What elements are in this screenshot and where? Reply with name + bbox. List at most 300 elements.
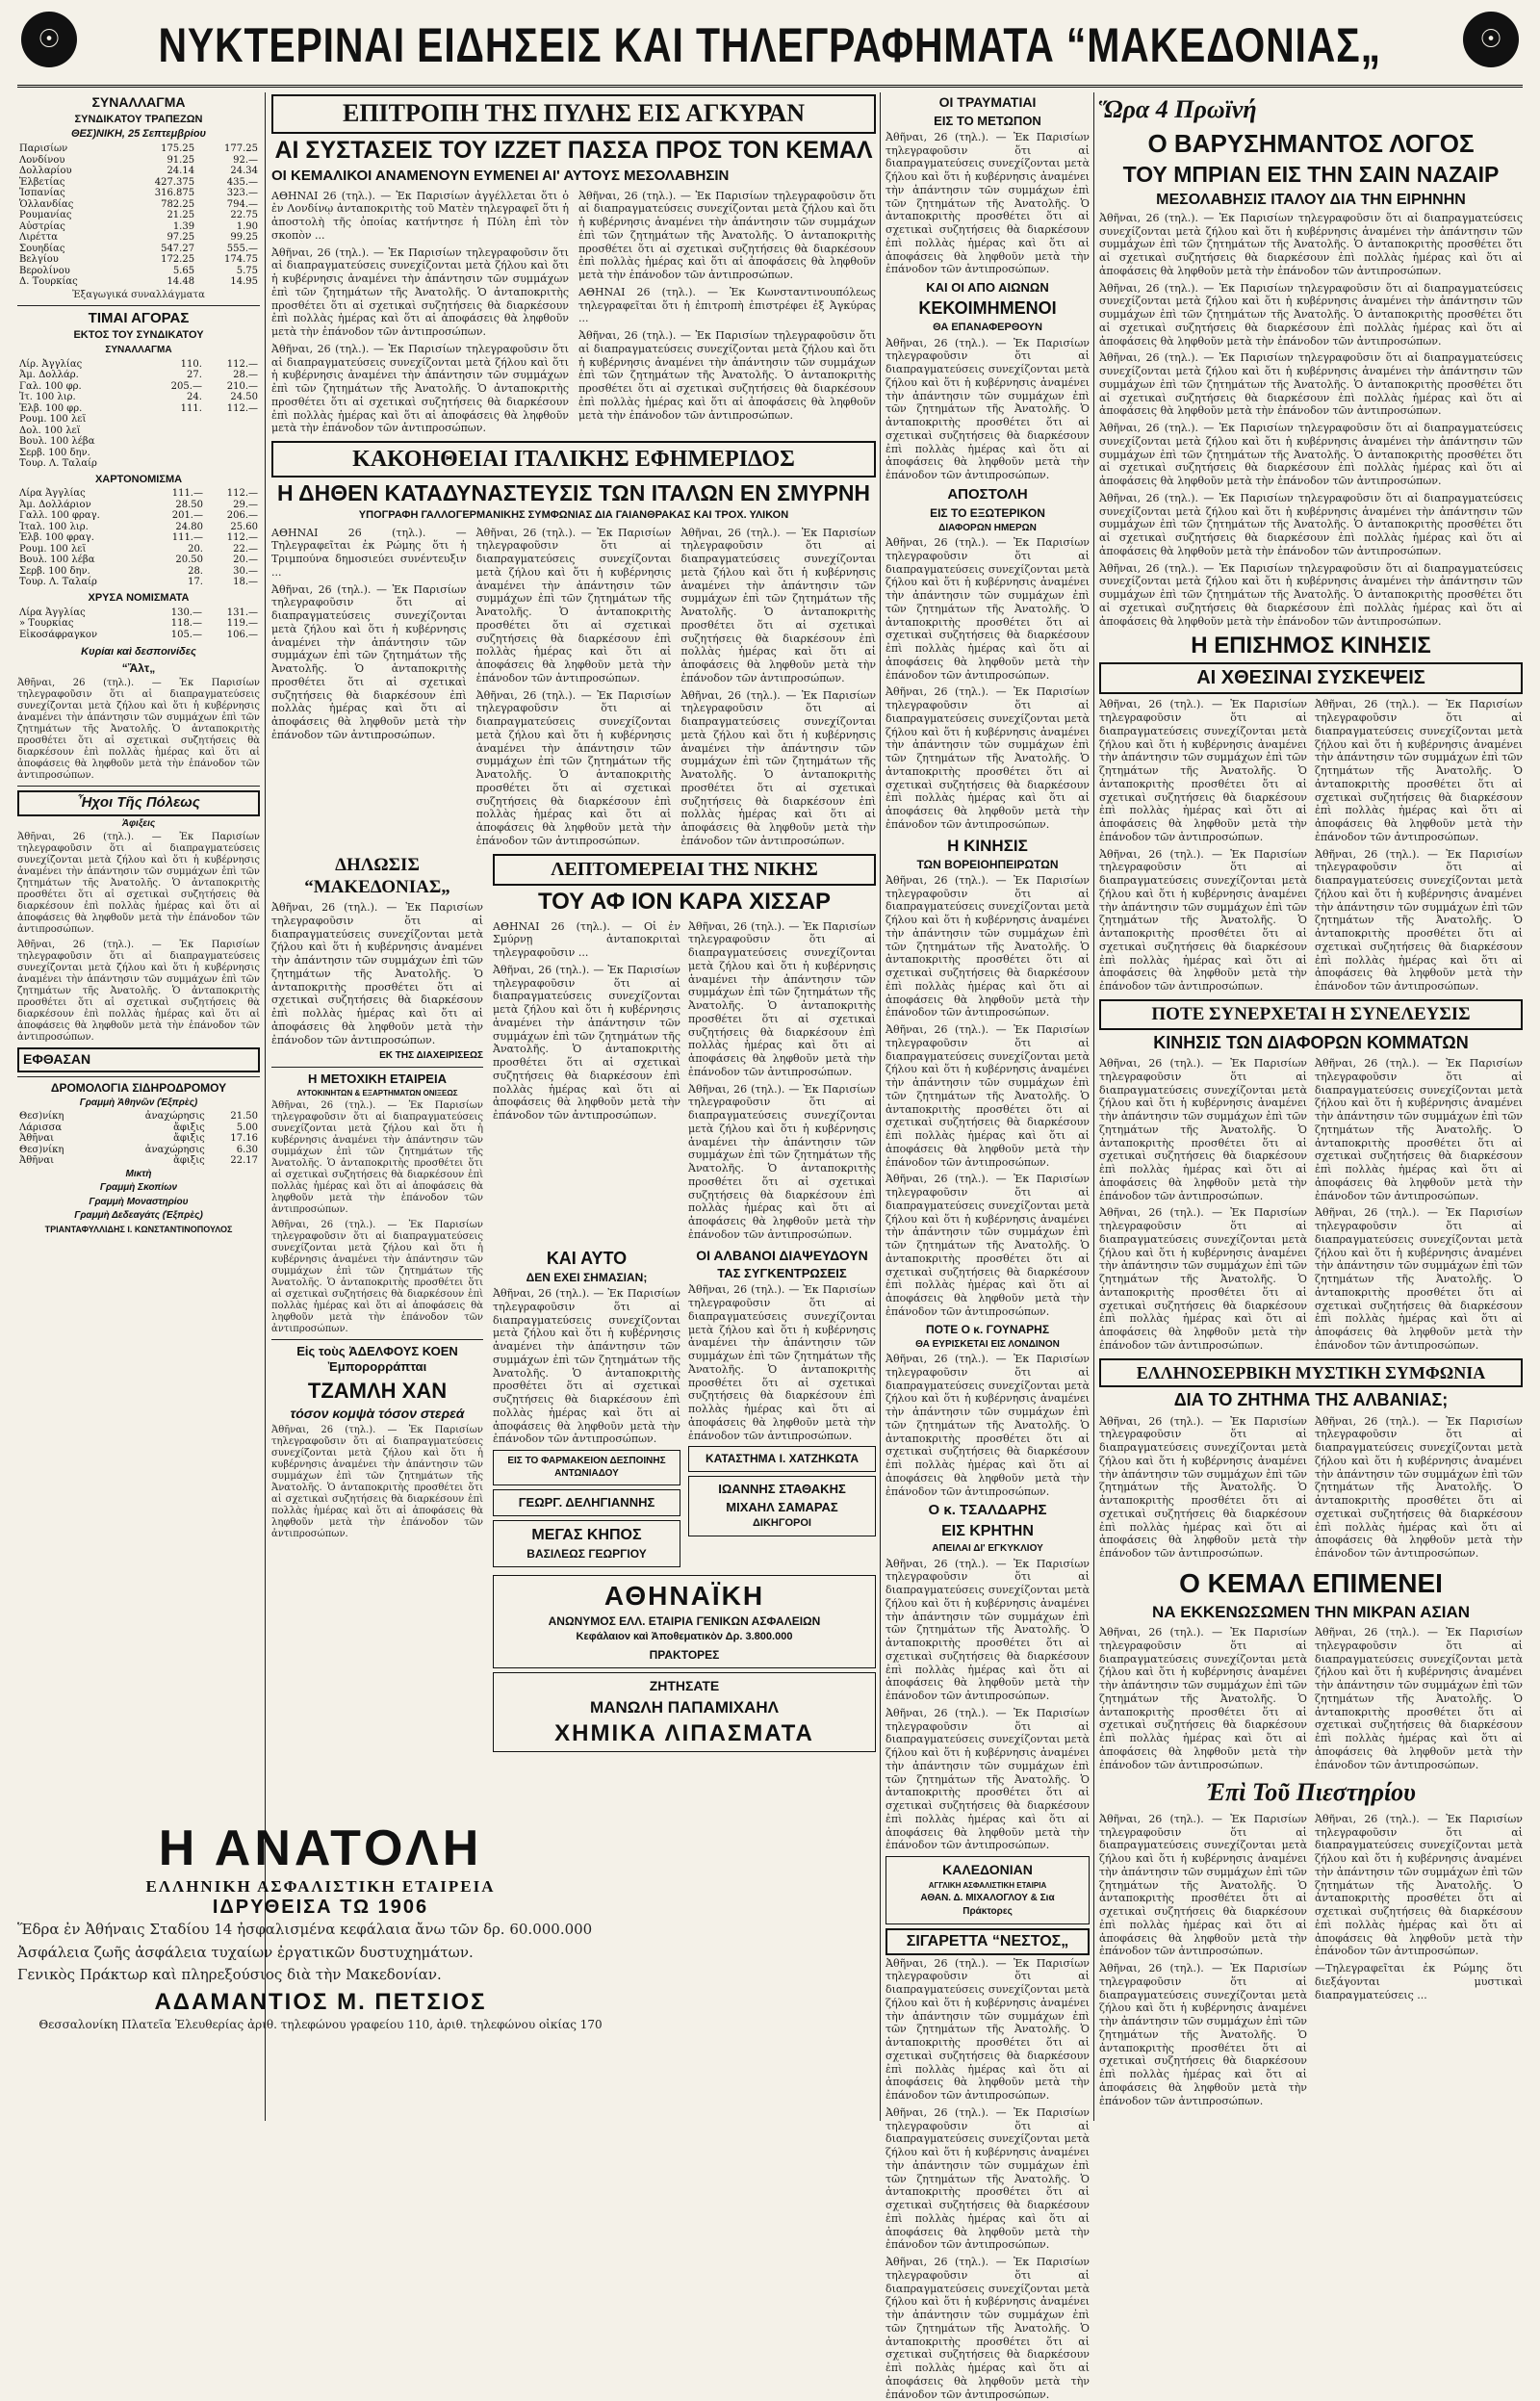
headline: ΑΠΟΣΤΟΛΗ (947, 485, 1028, 503)
article-text: Ἀθῆναι, 26 (τηλ.). — Ἐκ Παρισίων τηλεγραφοῦσιν ὅτι αἱ διαπραγματεύσεις συνεχίζονται μετὰ ζήλου καὶ ὅτι ἡ κυβέρνησις ἀναμένει τὴν ἀπάντησιν τῶν συμμάχων ἐπὶ τῶν ζητημάτων τῆς Ἀνατολῆς. Ὁ ἀνταποκριτὴς προσθέτει ὅτι αἱ σχετικαὶ συζητήσεις θὰ διαρκέσουν ἐπὶ πολλὰς ἡμέρας καὶ ὅτι αἱ ἀποφάσεις θὰ ληφθοῦν μετὰ τὴν ἐπάνοδον τῶν ἀντιπροσώπων. (1099, 211, 1523, 277)
pharmacy-ad: ΕΙΣ ΤΟ ΦΑΡΜΑΚΕΙΟΝ ΔΕΣΠΟΙΝΗΣ ΑΝΤΩΝΙΑΔΟΥ (493, 1450, 680, 1485)
headline: ΠΟΤΕ Ο κ. ΓΟΥΝΑΡΗΣ (925, 1322, 1050, 1336)
headline: ΠΟΤΕ ΣΥΝΕΡΧΕΤΑΙ Η ΣΥΝΕΛΕΥΣΙΣ (1099, 999, 1523, 1030)
table-cell: 106.— (226, 629, 258, 640)
table-cell: 175.25 (161, 143, 195, 154)
table-row (17, 577, 260, 588)
column-four (1099, 92, 1523, 2121)
table-row (17, 276, 260, 288)
subheadline: ΚΙΝΗΣΙΣ ΤΩΝ ΔΙΑΦΟΡΩΝ ΚΟΜΜΑΤΩΝ (1153, 1032, 1469, 1052)
table-row (17, 359, 260, 371)
article-text: ΑΘΗΝΑΙ 26 (τηλ.). — Τηλεγραφεῖται ἐκ Ρώμης ὅτι ἡ Τριμπούνα δημοσιεύει συνέντευξιν ... (271, 526, 467, 579)
table-cell: 112.— (226, 358, 258, 370)
banknotes-table (17, 488, 260, 588)
company-subtitle: ΑΥΤΟΚΙΝΗΤΩΝ & ΕΞΑΡΤΗΜΑΤΩΝ ΟΝΙΞΕΩΣ (296, 1089, 458, 1097)
subheadline: ΕΙΣ ΚΡΗΤΗΝ (941, 1523, 1034, 1539)
table-cell: 794.— (226, 198, 258, 210)
table-cell: Βερολίνου (19, 265, 70, 276)
table-row (17, 522, 260, 533)
table-cell: 20.— (233, 555, 258, 566)
table-cell: Δολ. 100 λεϊ (19, 425, 81, 436)
table-cell: 24.80 (175, 521, 203, 532)
article-text: Ἀθῆναι, 26 (τηλ.). — Ἐκ Παρισίων τηλεγραφοῦσιν ὅτι αἱ διαπραγματεύσεις συνεχίζονται μετὰ ζήλου καὶ ὅτι ἡ κυβέρνησις ἀναμένει τὴν ἀπάντησιν τῶν συμμάχων ἐπὶ τῶν ζητημάτων τῆς Ἀνατολῆς. Ὁ ἀνταποκριτὴς προσθέτει ὅτι αἱ σχετικαὶ συζητήσεις θὰ διαρκέσουν ἐπὶ πολλὰς ἡμέρας καὶ ὅτι αἱ ἀποφάσεις θὰ ληφθοῦν μετὰ τὴν ἐπάνοδον τῶν ἀντιπροσώπων. (578, 329, 876, 422)
table-cell: 20. (188, 543, 203, 555)
column-rule (880, 92, 881, 2121)
table-cell: Γαλ. 100 φρ. (19, 380, 82, 392)
table-row (17, 210, 260, 221)
table-row (17, 414, 260, 426)
subheadline: ΑΠΕΙΛΑΙ ΔΙ' ΕΓΚΥΚΛΙΟΥ (932, 1543, 1043, 1554)
echoes-text: Ἀθῆναι, 26 (τηλ.). — Ἐκ Παρισίων τηλεγραφοῦσιν ὅτι αἱ διαπραγματεύσεις συνεχίζονται μετὰ ζήλου καὶ ὅτι ἡ κυβέρνησις ἀναμένει τὴν ἀπάντησιν τῶν συμμάχων ἐπὶ τῶν ζητημάτων τῆς Ἀνατολῆς. Ὁ ἀνταποκριτὴς προσθέτει ὅτι αἱ σχετικαὶ συζητήσεις θὰ διαρκέσουν ἐπὶ πολλὰς ἡμέρας καὶ ὅτι αἱ ἀποφάσεις θὰ ληφθοῦν μετὰ τὴν ἐπάνοδον τῶν ἀντιπροσώπων. (17, 832, 260, 935)
table-cell: 555.— (226, 243, 258, 254)
headline: ΛΕΠΤΟΜΕΡΕΙΑΙ ΤΗΣ ΝΙΚΗΣ (493, 854, 876, 886)
article-text: Ἀθῆναι, 26 (τηλ.). — Ἐκ Παρισίων τηλεγραφοῦσιν ὅτι αἱ διαπραγματεύσεις συνεχίζονται μετὰ ζήλου καὶ ὅτι ἡ κυβέρνησις ἀναμένει τὴν ἀπάντησιν τῶν συμμάχων ἐπὶ τῶν ζητημάτων τῆς Ἀνατολῆς. Ὁ ἀνταποκριτὴς προσθέτει ὅτι αἱ σχετικαὶ συζητήσεις θὰ διαρκέσουν ἐπὶ πολλὰς ἡμέρας καὶ ὅτι αἱ ἀποφάσεις θὰ ληφθοῦν μετὰ τὴν ἐπάνοδον τῶν ἀντιπροσώπων. (271, 1424, 483, 1539)
anatoli-line: Ἕδρα ἐν Ἀθήναις Σταδίου 14 ἠσφαλισμένα κεφάλαια ἄνω τῶν δρ. 60.000.000 (17, 1921, 593, 1938)
banknotes-title: ΧΑΡΤΟΝΟΜΙΣΜΑ (94, 473, 183, 485)
koen-ad: Εἰς τοὺς ἈΔΕΛΦΟΥΣ ΚΟΕΝ Ἐμπορορράπται (296, 1344, 458, 1375)
article-text: Ἀθῆναι, 26 (τηλ.). — Ἐκ Παρισίων τηλεγραφοῦσιν ὅτι αἱ διαπραγματεύσεις συνεχίζονται μετὰ ζήλου καὶ ὅτι ἡ κυβέρνησις ἀναμένει τὴν ἀπάντησιν τῶν συμμάχων ἐπὶ τῶν ζητημάτων τῆς Ἀνατολῆς. Ὁ ἀνταποκριτὴς προσθέτει ὅτι αἱ σχετικαὶ συζητήσεις θὰ διαρκέσουν ἐπὶ πολλὰς ἡμέρας καὶ ὅτι αἱ ἀποφάσεις θὰ ληφθοῦν μετὰ τὴν ἐπάνοδον τῶν ἀντιπροσώπων. (688, 1082, 876, 1241)
headline: ΟΙ ΑΛΒΑΝΟΙ ΔΙΑΨΕΥΔΟΥΝ (696, 1247, 868, 1263)
article-text: Ἀθῆναι, 26 (τηλ.). — Ἐκ Παρισίων τηλεγραφοῦσιν ὅτι αἱ διαπραγματεύσεις συνεχίζονται μετὰ ζήλου καὶ ὅτι ἡ κυβέρνησις ἀναμένει τὴν ἀπάντησιν τῶν συμμάχων ἐπὶ τῶν ζητημάτων τῆς Ἀνατολῆς. Ὁ ἀνταποκριτὴς προσθέτει ὅτι αἱ σχετικαὶ συζητήσεις θὰ διαρκέσουν ἐπὶ πολλὰς ἡμέρας καὶ ὅτι αἱ ἀποφάσεις θὰ ληφθοῦν μετὰ τὴν ἐπάνοδον τῶν ἀντιπροσώπων. (1099, 422, 1523, 487)
table-cell: 27. (187, 370, 202, 380)
table-row (17, 555, 260, 566)
rail-title: ΔΡΟΜΟΛΟΓΙΑ ΣΙΔΗΡΟΔΡΟΜΟΥ (50, 1080, 227, 1095)
column-markets (17, 92, 260, 1826)
table-row (17, 458, 260, 470)
table-cell: 782.25 (161, 198, 195, 210)
katastima-ad: ΚΑΤΑΣΤΗΜΑ Ι. ΧΑΤΖΗΚΩΤΑ (688, 1446, 876, 1472)
notice-text: Ἀθῆναι, 26 (τηλ.). — Ἐκ Παρισίων τηλεγραφοῦσιν ὅτι αἱ διαπραγματεύσεις συνεχίζονται μετὰ ζήλου καὶ ὅτι ἡ κυβέρνησις ἀναμένει τὴν ἀπάντησιν τῶν συμμάχων ἐπὶ τῶν ζητημάτων τῆς Ἀνατολῆς. Ὁ ἀνταποκριτὴς προσθέτει ὅτι αἱ σχετικαὶ συζητήσεις θὰ διαρκέσουν ἐπὶ πολλὰς ἡμέρας καὶ ὅτι αἱ ἀποφάσεις θὰ ληφθοῦν μετὰ τὴν ἐπάνοδον τῶν ἀντιπροσώπων. (17, 677, 260, 781)
article-text: Ἀθῆναι, 26 (τηλ.). — Ἐκ Παρισίων τηλεγραφοῦσιν ὅτι αἱ διαπραγματεύσεις συνεχίζονται μετὰ ζήλου καὶ ὅτι ἡ κυβέρνησις ἀναμένει τὴν ἀπάντησιν τῶν συμμάχων ἐπὶ τῶν ζητημάτων τῆς Ἀνατολῆς. Ὁ ἀνταποκριτὴς προσθέτει ὅτι αἱ σχετικαὶ συζητήσεις θὰ διαρκέσουν ἐπὶ πολλὰς ἡμέρας καὶ ὅτι αἱ ἀποφάσεις θὰ ληφθοῦν μετὰ τὴν ἐπάνοδον τῶν ἀντιπροσώπων. (1099, 1206, 1307, 1352)
table-row (17, 448, 260, 459)
table-cell (148, 414, 204, 426)
article-text: Ἀθῆναι, 26 (τηλ.). — Ἐκ Παρισίων τηλεγραφοῦσιν ὅτι αἱ διαπραγματεύσεις συνεχίζονται μετὰ ζήλου καὶ ὅτι ἡ κυβέρνησις ἀναμένει τὴν ἀπάντησιν τῶν συμμάχων ἐπὶ τῶν ζητημάτων τῆς Ἀνατολῆς. Ὁ ἀνταποκριτὴς προσθέτει ὅτι αἱ σχετικαὶ συζητήσεις θὰ διαρκέσουν ἐπὶ πολλὰς ἡμέρας καὶ ὅτι αἱ ἀποφάσεις θὰ ληφθοῦν μετὰ τὴν ἐπάνοδον τῶν ἀντιπροσώπων. (886, 685, 1090, 831)
table-cell: Ἀθῆναι (19, 1133, 54, 1144)
rail-subtitle: Γραμμὴ Μοναστηρίου (89, 1196, 189, 1207)
table-cell: 92.— (233, 154, 258, 166)
table-row (17, 436, 260, 448)
table-cell: 24.50 (230, 392, 258, 402)
article-text: Ἀθῆναι, 26 (τηλ.). — Ἐκ Παρισίων τηλεγραφοῦσιν ὅτι αἱ διαπραγματεύσεις συνεχίζονται μετὰ ζήλου καὶ ὅτι ἡ κυβέρνησις ἀναμένει τὴν ἀπάντησιν τῶν συμμάχων ἐπὶ τῶν ζητημάτων τῆς Ἀνατολῆς. Ὁ ἀνταποκριτὴς προσθέτει ὅτι αἱ σχετικαὶ συζητήσεις θὰ διαρκέσουν ἐπὶ πολλὰς ἡμέρας καὶ ὅτι αἱ ἀποφάσεις θὰ ληφθοῦν μετὰ τὴν ἐπάνοδον τῶν ἀντιπροσώπων. (271, 1100, 483, 1215)
anatoli-line: Γενικὸς Πράκτωρ καὶ πληρεξούσιος διὰ τὴν Μακεδονίαν. (17, 1966, 442, 1983)
table-cell: 111.— (171, 488, 203, 500)
article-text: Ἀθῆναι, 26 (τηλ.). — Ἐκ Παρισίων τηλεγραφοῦσιν ὅτι αἱ διαπραγματεύσεις συνεχίζονται μετὰ ζήλου καὶ ὅτι ἡ κυβέρνησις ἀναμένει τὴν ἀπάντησιν τῶν συμμάχων ἐπὶ τῶν ζητημάτων τῆς Ἀνατολῆς. Ὁ ἀνταποκριτὴς προσθέτει ὅτι αἱ σχετικαὶ συζητήσεις θὰ διαρκέσουν ἐπὶ πολλὰς ἡμέρας καὶ ὅτι αἱ ἀποφάσεις θὰ ληφθοῦν μετὰ τὴν ἐπάνοδον τῶν ἀντιπροσώπων. (1315, 1812, 1523, 1958)
table-cell: 17.16 (230, 1133, 258, 1144)
table-cell: Λιρέττα (19, 232, 59, 243)
table-cell: 316.875 (154, 188, 195, 198)
article-text: Ἀθῆναι, 26 (τηλ.). — Ἐκ Παρισίων τηλεγραφοῦσιν ὅτι αἱ διαπραγματεύσεις συνεχίζονται μετὰ ζήλου καὶ ὅτι ἡ κυβέρνησις ἀναμένει τὴν ἀπάντησιν τῶν συμμάχων ἐπὶ τῶν ζητημάτων τῆς Ἀνατολῆς. Ὁ ἀνταποκριτὴς προσθέτει ὅτι αἱ σχετικαὶ συζητήσεις θὰ διαρκέσουν ἐπὶ πολλὰς ἡμέρας καὶ ὅτι αἱ ἀποφάσεις θὰ ληφθοῦν μετὰ τὴν ἐπάνοδον τῶν ἀντιπροσώπων. (1315, 1414, 1523, 1560)
table-row (17, 630, 260, 641)
table-row (17, 244, 260, 255)
table-cell: Σερβ. 100 δην. (19, 565, 90, 577)
article-text: Ἀθῆναι, 26 (τηλ.). — Ἐκ Παρισίων τηλεγραφοῦσιν ὅτι αἱ διαπραγματεύσεις συνεχίζονται μετὰ ζήλου καὶ ὅτι ἡ κυβέρνησις ἀναμένει τὴν ἀπάντησιν τῶν συμμάχων ἐπὶ τῶν ζητημάτων τῆς Ἀνατολῆς. Ὁ ἀνταποκριτὴς προσθέτει ὅτι αἱ σχετικαὶ συζητήσεις θὰ διαρκέσουν ἐπὶ πολλὰς ἡμέρας καὶ ὅτι αἱ ἀποφάσεις θὰ ληφθοῦν μετὰ τὴν ἐπάνοδον τῶν ἀντιπροσώπων. (1099, 281, 1523, 348)
column-rule (1093, 92, 1094, 2121)
table-row (17, 618, 260, 630)
declaration-title: ΔΗΛΩΣΙΣ “ΜΑΚΕΔΟΝΙΑΣ„ (304, 854, 450, 898)
anatoli-title: Η ΑΝΑΤΟΛΗ (158, 1820, 483, 1876)
table-row (17, 544, 260, 555)
article-text: Ἀθῆναι, 26 (τηλ.). — Ἐκ Παρισίων τηλεγραφοῦσιν ὅτι αἱ διαπραγματεύσεις συνεχίζονται μετὰ ζήλου καὶ ὅτι ἡ κυβέρνησις ἀναμένει τὴν ἀπάντησιν τῶν συμμάχων ἐπὶ τῶν ζητημάτων τῆς Ἀνατολῆς. Ὁ ἀνταποκριτὴς προσθέτει ὅτι αἱ σχετικαὶ συζητήσεις θὰ διαρκέσουν ἐπὶ πολλὰς ἡμέρας καὶ ὅτι αἱ ἀποφάσεις θὰ ληφθοῦν μετὰ τὴν ἐπάνοδον τῶν ἀντιπροσώπων. (886, 1173, 1090, 1318)
headline: Η ΕΠΙΣΗΜΟΣ ΚΙΝΗΣΙΣ (1191, 633, 1431, 659)
table-row (17, 232, 260, 244)
market-table (17, 359, 260, 470)
anatoli-agent: ΑΔΑΜΑΝΤΙΟΣ Μ. ΠΕΤΣΙΟΣ (154, 1988, 487, 2015)
article-text: Ἀθῆναι, 26 (τηλ.). — Ἐκ Παρισίων τηλεγραφοῦσιν ὅτι αἱ διαπραγματεύσεις συνεχίζονται μετὰ ζήλου καὶ ὅτι ἡ κυβέρνησις ἀναμένει τὴν ἀπάντησιν τῶν συμμάχων ἐπὶ τῶν ζητημάτων τῆς Ἀνατολῆς. Ὁ ἀνταποκριτὴς προσθέτει ὅτι αἱ σχετικαὶ συζητήσεις θὰ διαρκέσουν ἐπὶ πολλὰς ἡμέρας καὶ ὅτι αἱ ἀποφάσεις θὰ ληφθοῦν μετὰ τὴν ἐπάνοδον τῶν ἀντιπροσώπων. (1099, 1414, 1307, 1560)
table-cell: 110. (180, 358, 202, 370)
table-cell: Λονδίνου (19, 154, 65, 166)
article-text: Ἀθῆναι, 26 (τηλ.). — Ἐκ Παρισίων τηλεγραφοῦσιν ὅτι αἱ διαπραγματεύσεις συνεχίζονται μετὰ ζήλου καὶ ὅτι ἡ κυβέρνησις ἀναμένει τὴν ἀπάντησιν τῶν συμμάχων ἐπὶ τῶν ζητημάτων τῆς Ἀνατολῆς. Ὁ ἀνταποκριτὴς προσθέτει ὅτι αἱ σχετικαὶ συζητήσεις θὰ διαρκέσουν ἐπὶ πολλὰς ἡμέρας καὶ ὅτι αἱ ἀποφάσεις θὰ ληφθοῦν μετὰ τὴν ἐπάνοδον τῶν ἀντιπροσώπων. (271, 245, 569, 338)
article-text: Ἀθῆναι, 26 (τηλ.). — Ἐκ Παρισίων τηλεγραφοῦσιν ὅτι αἱ διαπραγματεύσεις συνεχίζονται μετὰ ζήλου καὶ ὅτι ἡ κυβέρνησις ἀναμένει τὴν ἀπάντησιν τῶν συμμάχων ἐπὶ τῶν ζητημάτων τῆς Ἀνατολῆς. Ὁ ἀνταποκριτὴς προσθέτει ὅτι αἱ σχετικαὶ συζητήσεις θὰ διαρκέσουν ἐπὶ πολλὰς ἡμέρας καὶ ὅτι αἱ ἀποφάσεις θὰ ληφθοῦν μετὰ τὴν ἐπάνοδον τῶν ἀντιπροσώπων. (886, 2256, 1090, 2401)
table-cell: 112.— (226, 402, 258, 414)
table-row (17, 188, 260, 199)
headline: ΑΙ ΣΥΣΤΑΣΕΙΣ ΤΟΥ ΙΖΖΕΤ ΠΑΣΣΑ ΠΡΟΣ ΤΟΝ ΚΕΜΑΛ (274, 136, 873, 164)
headline: Ἐπὶ Τοῦ Πιεστηρίου (1206, 1778, 1416, 1807)
article-text: Ἀθῆναι, 26 (τηλ.). — Ἐκ Παρισίων τηλεγραφοῦσιν ὅτι αἱ διαπραγματεύσεις συνεχίζονται μετὰ ζήλου καὶ ὅτι ἡ κυβέρνησις ἀναμένει τὴν ἀπάντησιν τῶν συμμάχων ἐπὶ τῶν ζητημάτων τῆς Ἀνατολῆς. Ὁ ἀνταποκριτὴς προσθέτει ὅτι αἱ σχετικαὶ συζητήσεις θὰ διαρκέσουν ἐπὶ πολλὰς ἡμέρας καὶ ὅτι αἱ ἀποφάσεις θὰ ληφθοῦν μετὰ τὴν ἐπάνοδον τῶν ἀντιπροσώπων. (886, 1706, 1090, 1852)
table-cell (204, 458, 260, 470)
subheadline: ΤΩΝ ΒΟΡΕΙΟΗΠΕΙΡΩΤΩΝ (916, 857, 1059, 871)
table-cell (148, 448, 204, 459)
article-text: Ἀθῆναι, 26 (τηλ.). — Ἐκ Παρισίων τηλεγραφοῦσιν ὅτι αἱ διαπραγματεύσεις συνεχίζονται μετὰ ζήλου καὶ ὅτι ἡ κυβέρνησις ἀναμένει τὴν ἀπάντησιν τῶν συμμάχων ἐπὶ τῶν ζητημάτων τῆς Ἀνατολῆς. Ὁ ἀνταποκριτὴς προσθέτει ὅτι αἱ σχετικαὶ συζητήσεις θὰ διαρκέσουν ἐπὶ πολλὰς ἡμέρας καὶ ὅτι αἱ ἀποφάσεις θὰ ληφθοῦν μετὰ τὴν ἐπάνοδον τῶν ἀντιπροσώπων. (493, 963, 680, 1122)
table-cell: Λάρισσα (19, 1122, 63, 1133)
gold-title: ΧΡΥΣΑ ΝΟΜΙΣΜΑΤΑ (88, 591, 190, 604)
table-cell (148, 436, 204, 448)
table-row (17, 500, 260, 511)
subheadline: ΔΕΝ ΕΧΕΙ ΣΗΜΑΣΙΑΝ; (526, 1271, 648, 1284)
article-text: Ἀθῆναι, 26 (τηλ.). — Ἐκ Παρισίων τηλεγραφοῦσιν ὅτι αἱ διαπραγματεύσεις συνεχίζονται μετὰ ζήλου καὶ ὅτι ἡ κυβέρνησις ἀναμένει τὴν ἀπάντησιν τῶν συμμάχων ἐπὶ τῶν ζητημάτων τῆς Ἀνατολῆς. Ὁ ἀνταποκριτὴς προσθέτει ὅτι αἱ σχετικαὶ συζητήσεις θὰ διαρκέσουν ἐπὶ πολλὰς ἡμέρας καὶ ὅτι αἱ ἀποφάσεις θὰ ληφθοῦν μετὰ τὴν ἐπάνοδον τῶν ἀντιπροσώπων. (578, 189, 876, 281)
table-row (17, 1123, 260, 1134)
table-cell: 28. (188, 565, 203, 577)
table-cell: 97.25 (167, 232, 195, 243)
table-cell: Βελγίου (19, 254, 59, 265)
article-text: ΑΘΗΝΑΙ 26 (τηλ.). — Ἐκ Κωνσταντινουπόλεως τηλεγραφεῖται ὅτι ἡ ἐπιτροπὴ ἐπιστρέφει ἐξ Ἀγκύρας ... (578, 285, 876, 325)
headline: ΕΛΛΗΝΟΣΕΡΒΙΚΗ ΜΥΣΤΙΚΗ ΣΥΜΦΩΝΙΑ (1099, 1358, 1523, 1388)
kaledonian-ad: ΚΑΛΕΔΟΝΙΑΝ ΑΓΓΛΙΚΗ ΑΣΦΑΛΙΣΤΙΚΗ ΕΤΑΙΡΙΑ ΑΘΑΝ. Δ. ΜΙΧΑΛΟΓΛΟΥ & Σια Πράκτορες (886, 1856, 1090, 1924)
bottom-ad: ΤΡΙΑΝΤΑΦΥΛΛΙΔΗΣ Ι. ΚΩΝΣΤΑΝΤΙΝΟΠΟΥΛΟΣ (44, 1224, 233, 1234)
table-cell: 427.375 (154, 176, 195, 188)
table-cell: 91.25 (167, 154, 195, 166)
table-cell: 547.27 (161, 243, 195, 254)
table-row (17, 1133, 260, 1145)
table-cell: 1.90 (236, 220, 258, 232)
edition-time: Ὥρα 4 Πρωϊνή (1099, 95, 1257, 123)
table-cell (204, 436, 260, 448)
rail-subtitle: Γραμμὴ Δεδεαγάτς (Ἐξπρὲς) (74, 1210, 203, 1221)
subheadline: ΤΑΣ ΣΥΓΚΕΝΤΡΩΣΕΙΣ (717, 1266, 847, 1280)
table-cell: 174.75 (224, 254, 258, 265)
table-cell: Λίρα Ἀγγλίας (19, 607, 86, 618)
masthead (17, 6, 1523, 88)
table-cell (204, 426, 260, 437)
table-cell: 22.75 (230, 210, 258, 220)
table-cell: 435.— (226, 176, 258, 188)
table-cell: 22.— (233, 543, 258, 555)
table-cell: Ἰταλ. 100 λιρ. (19, 521, 89, 532)
anatoli-line: Ἀσφάλεια ζωῆς ἀσφάλεια τυχαίων ἐργατικῶν δυστυχημάτων. (17, 1943, 474, 1961)
article-text: Ἀθῆναι, 26 (τηλ.). — Ἐκ Παρισίων τηλεγραφοῦσιν ὅτι αἱ διαπραγματεύσεις συνεχίζονται μετὰ ζήλου καὶ ὅτι ἡ κυβέρνησις ἀναμένει τὴν ἀπάντησιν τῶν συμμάχων ἐπὶ τῶν ζητημάτων τῆς Ἀνατολῆς. Ὁ ἀνταποκριτὴς προσθέτει ὅτι αἱ σχετικαὶ συζητήσεις θὰ διαρκέσουν ἐπὶ πολλὰς ἡμέρας καὶ ὅτι αἱ ἀποφάσεις θὰ ληφθοῦν μετὰ τὴν ἐπάνοδον τῶν ἀντιπροσώπων. (1099, 1812, 1307, 1958)
rail-table (17, 1111, 260, 1167)
table-cell: 206.— (226, 510, 258, 522)
article-text: Ἀθῆναι, 26 (τηλ.). — Ἐκ Παρισίων τηλεγραφοῦσιν ὅτι αἱ διαπραγματεύσεις συνεχίζονται μετὰ ζήλου καὶ ὅτι ἡ κυβέρνησις ἀναμένει τὴν ἀπάντησιν τῶν συμμάχων ἐπὶ τῶν ζητημάτων τῆς Ἀνατολῆς. Ὁ ἀνταποκριτὴς προσθέτει ὅτι αἱ σχετικαὶ συζητήσεις θὰ διαρκέσουν ἐπὶ πολλὰς ἡμέρας καὶ ὅτι αἱ ἀποφάσεις θὰ ληφθοῦν μετὰ τὴν ἐπάνοδον τῶν ἀντιπροσώπων. (886, 1353, 1090, 1498)
exchange-date: ΘΕΣ)ΝΙΚΗ, 25 Σεπτεμβρίου (70, 128, 207, 141)
table-row (17, 488, 260, 500)
article-text: Ἀθῆναι, 26 (τηλ.). — Ἐκ Παρισίων τηλεγραφοῦσιν ὅτι αἱ διαπραγματεύσεις συνεχίζονται μετὰ ζήλου καὶ ὅτι ἡ κυβέρνησις ἀναμένει τὴν ἀπάντησιν τῶν συμμάχων ἐπὶ τῶν ζητημάτων τῆς Ἀνατολῆς. Ὁ ἀνταποκριτὴς προσθέτει ὅτι αἱ σχετικαὶ συζητήσεις θὰ διαρκέσουν ἐπὶ πολλὰς ἡμέρας καὶ ὅτι αἱ ἀποφάσεις θὰ ληφθοῦν μετὰ τὴν ἐπάνοδον τῶν ἀντιπροσώπων. (688, 1283, 876, 1442)
table-row (17, 221, 260, 233)
table-cell: 22.17 (230, 1155, 258, 1166)
rail-subtitle: Μικτὴ (125, 1168, 152, 1179)
table-cell: 30.— (233, 565, 258, 577)
market-subtitle: ΕΚΤΟΣ ΤΟΥ ΣΥΝΔΙΚΑΤΟΥ (73, 329, 204, 342)
article-text: Ἀθῆναι, 26 (τηλ.). — Ἐκ Παρισίων τηλεγραφοῦσιν ὅτι αἱ διαπραγματεύσεις συνεχίζονται μετὰ ζήλου καὶ ὅτι ἡ κυβέρνησις ἀναμένει τὴν ἀπάντησιν τῶν συμμάχων ἐπὶ τῶν ζητημάτων τῆς Ἀνατολῆς. Ὁ ἀνταποκριτὴς προσθέτει ὅτι αἱ σχετικαὶ συζητήσεις θὰ διαρκέσουν ἐπὶ πολλὰς ἡμέρας καὶ ὅτι αἱ ἀποφάσεις θὰ ληφθοῦν μετὰ τὴν ἐπάνοδον τῶν ἀντιπροσώπων. (475, 526, 672, 684)
table-cell: ἄφιξις (173, 1133, 205, 1144)
table-cell: 119.— (226, 618, 258, 629)
subheadline: ΜΕΣΟΛΑΒΗΣΙΣ ΙΤΑΛΟΥ ΔΙΑ ΤΗΝ ΕΙΡΗΝΗΝ (1156, 191, 1466, 208)
table-cell: 131.— (226, 607, 258, 618)
article-text: ΑΘΗΝΑΙ 26 (τηλ.). — Ἐκ Παρισίων ἀγγέλλεται ὅτι ὁ ἐν Λονδίνῳ ἀνταποκριτὴς τοῦ Ματὲν τηλεγραφεῖ ὅτι ἡ ἀποστολὴ τῆς ὁποίας κατήντησε ἡ Πύλη ἐπὶ τὸν σκοπὸν ... (271, 189, 569, 242)
table-cell: 112.— (226, 532, 258, 544)
article-text: Ἀθῆναι, 26 (τηλ.). — Ἐκ Παρισίων τηλεγραφοῦσιν ὅτι αἱ διαπραγματεύσεις συνεχίζονται μετὰ ζήλου καὶ ὅτι ἡ κυβέρνησις ἀναμένει τὴν ἀπάντησιν τῶν συμμάχων ἐπὶ τῶν ζητημάτων τῆς Ἀνατολῆς. Ὁ ἀνταποκριτὴς προσθέτει ὅτι αἱ σχετικαὶ συζητήσεις θὰ διαρκέσουν ἐπὶ πολλὰς ἡμέρας καὶ ὅτι αἱ ἀποφάσεις θὰ ληφθοῦν μετὰ τὴν ἐπάνοδον τῶν ἀντιπροσώπων. (1315, 1626, 1523, 1771)
anatoli-founded: ΙΔΡΥΘΕΙΣΑ ΤΩ 1906 (212, 1897, 429, 1918)
article-text: Ἀθῆναι, 26 (τηλ.). — Ἐκ Παρισίων τηλεγραφοῦσιν ὅτι αἱ διαπραγματεύσεις συνεχίζονται μετὰ ζήλου καὶ ὅτι ἡ κυβέρνησις ἀναμένει τὴν ἀπάντησιν τῶν συμμάχων ἐπὶ τῶν ζητημάτων τῆς Ἀνατολῆς. Ὁ ἀνταποκριτὴς προσθέτει ὅτι αἱ σχετικαὶ συζητήσεις θὰ διαρκέσουν ἐπὶ πολλὰς ἡμέρας καὶ ὅτι αἱ ἀποφάσεις θὰ ληφθοῦν μετὰ τὴν ἐπάνοδον τῶν ἀντιπροσώπων. (1099, 491, 1523, 557)
table-row (17, 1111, 260, 1123)
echoes-text: Ἀθῆναι, 26 (τηλ.). — Ἐκ Παρισίων τηλεγραφοῦσιν ὅτι αἱ διαπραγματεύσεις συνεχίζονται μετὰ ζήλου καὶ ὅτι ἡ κυβέρνησις ἀναμένει τὴν ἀπάντησιν τῶν συμμάχων ἐπὶ τῶν ζητημάτων τῆς Ἀνατολῆς. Ὁ ἀνταποκριτὴς προσθέτει ὅτι αἱ σχετικαὶ συζητήσεις θὰ διαρκέσουν ἐπὶ πολλὰς ἡμέρας καὶ ὅτι αἱ ἀποφάσεις θὰ ληφθοῦν μετὰ τὴν ἐπάνοδον τῶν ἀντιπροσώπων. (17, 940, 260, 1043)
table-cell: 118.— (170, 618, 202, 629)
article-text: Ἀθῆναι, 26 (τηλ.). — Ἐκ Παρισίων τηλεγραφοῦσιν ὅτι αἱ διαπραγματεύσεις συνεχίζονται μετὰ ζήλου καὶ ὅτι ἡ κυβέρνησις ἀναμένει τὴν ἀπάντησιν τῶν συμμάχων ἐπὶ τῶν ζητημάτων τῆς Ἀνατολῆς. Ὁ ἀνταποκριτὴς προσθέτει ὅτι αἱ σχετικαὶ συζητήσεις θὰ διαρκέσουν ἐπὶ πολλὰς ἡμέρας καὶ ὅτι αἱ ἀποφάσεις θὰ ληφθοῦν μετὰ τὴν ἐπάνοδον τῶν ἀντιπροσώπων. (1315, 1057, 1523, 1202)
rates-note: Ἐξαγωγικά συναλλάγματα (72, 289, 205, 300)
table-cell: ἀναχώρησις (144, 1111, 205, 1122)
subheadline: ΟΙ ΚΕΜΑΛΙΚΟΙ ΑΝΑΜΕΝΟΥΝ ΕΥΜΕΝΕΙ ΑΙ' ΑΥΤΟΥΣ ΜΕΣΟΛΑΒΗΣΙΝ (271, 167, 730, 184)
article-text: Ἀθῆναι, 26 (τηλ.). — Ἐκ Παρισίων τηλεγραφοῦσιν ὅτι αἱ διαπραγματεύσεις συνεχίζονται μετὰ ζήλου καὶ ὅτι ἡ κυβέρνησις ἀναμένει τὴν ἀπάντησιν τῶν συμμάχων ἐπὶ τῶν ζητημάτων τῆς Ἀνατολῆς. Ὁ ἀνταποκριτὴς προσθέτει ὅτι αἱ σχετικαὶ συζητήσεις θὰ διαρκέσουν ἐπὶ πολλὰς ἡμέρας καὶ ὅτι αἱ ἀποφάσεις θὰ ληφθοῦν μετὰ τὴν ἐπάνοδον τῶν ἀντιπροσώπων. (886, 873, 1090, 1020)
table-cell: Λίρα Ἀγγλίας (19, 488, 86, 500)
table-row (17, 177, 260, 189)
article-text: Ἀθῆναι, 26 (τηλ.). — Ἐκ Παρισίων τηλεγραφοῦσιν ὅτι αἱ διαπραγματεύσεις συνεχίζονται μετὰ ζήλου καὶ ὅτι ἡ κυβέρνησις ἀναμένει τὴν ἀπάντησιν τῶν συμμάχων ἐπὶ τῶν ζητημάτων τῆς Ἀνατολῆς. Ὁ ἀνταποκριτὴς προσθέτει ὅτι αἱ σχετικαὶ συζητήσεις θὰ διαρκέσουν ἐπὶ πολλὰς ἡμέρας καὶ ὅτι αἱ ἀποφάσεις θὰ ληφθοῦν μετὰ τὴν ἐπάνοδον τῶν ἀντιπροσώπων. (1099, 351, 1523, 418)
table-row (17, 254, 260, 266)
headline: ΚΑΙ ΑΥΤΟ (546, 1248, 628, 1268)
article-text: Ἀθῆναι, 26 (τηλ.). — Ἐκ Παρισίων τηλεγραφοῦσιν ὅτι αἱ διαπραγματεύσεις συνεχίζονται μετὰ ζήλου καὶ ὅτι ἡ κυβέρνησις ἀναμένει τὴν ἀπάντησιν τῶν συμμάχων ἐπὶ τῶν ζητημάτων τῆς Ἀνατολῆς. Ὁ ἀνταποκριτὴς προσθέτει ὅτι αἱ σχετικαὶ συζητήσεις θὰ διαρκέσουν ἐπὶ πολλὰς ἡμέρας καὶ ὅτι αἱ ἀποφάσεις θὰ ληφθοῦν μετὰ τὴν ἐπάνοδον τῶν ἀντιπροσώπων. (886, 1023, 1090, 1169)
subheadline: ΔΙΑΦΟΡΩΝ ΗΜΕΡΩΝ (938, 522, 1037, 533)
subheadline: ΕΙΣ ΤΟ ΜΕΤΩΠΟΝ (934, 113, 1041, 128)
table-cell: Τουρ. Λ. Ταλαίρ (19, 458, 97, 469)
table-cell: 1.39 (172, 220, 195, 232)
table-row (17, 532, 260, 544)
table-cell: Ρουμ. 100 λεϊ (19, 414, 87, 425)
table-cell: 112.— (226, 488, 258, 500)
article-text: Ἀθῆναι, 26 (τηλ.). — Ἐκ Παρισίων τηλεγραφοῦσιν ὅτι αἱ διαπραγματεύσεις συνεχίζονται μετὰ ζήλου καὶ ὅτι ἡ κυβέρνησις ἀναμένει τὴν ἀπάντησιν τῶν συμμάχων ἐπὶ τῶν ζητημάτων τῆς Ἀνατολῆς. Ὁ ἀνταποκριτὴς προσθέτει ὅτι αἱ σχετικαὶ συζητήσεις θὰ διαρκέσουν ἐπὶ πολλὰς ἡμέρας καὶ ὅτι αἱ ἀποφάσεις θὰ ληφθοῦν μετὰ τὴν ἐπάνοδον τῶν ἀντιπροσώπων. (1315, 1206, 1523, 1352)
headline: ΤΟΥ ΜΠΡΙΑΝ ΕΙΣ ΤΗΝ ΣΑΙΝ ΝΑΖΑΙΡ (1122, 162, 1500, 187)
table-row (17, 166, 260, 177)
table-row (17, 155, 260, 167)
table-cell: 105.— (170, 629, 202, 640)
company-title: Η ΜΕΤΟΧΙΚΗ ΕΤΑΙΡΕΙΑ (308, 1071, 447, 1086)
article-text: Ἀθῆναι, 26 (τηλ.). — Ἐκ Παρισίων τηλεγραφοῦσιν ὅτι αἱ διαπραγματεύσεις συνεχίζονται μετὰ ζήλου καὶ ὅτι ἡ κυβέρνησις ἀναμένει τὴν ἀπάντησιν τῶν συμμάχων ἐπὶ τῶν ζητημάτων τῆς Ἀνατολῆς. Ὁ ἀνταποκριτὴς προσθέτει ὅτι αἱ σχετικαὶ συζητήσεις θὰ διαρκέσουν ἐπὶ πολλὰς ἡμέρας καὶ ὅτι αἱ ἀποφάσεις θὰ ληφθοῦν μετὰ τὴν ἐπάνοδον τῶν ἀντιπροσώπων. (1315, 698, 1523, 843)
article-text: Ἀθῆναι, 26 (τηλ.). — Ἐκ Παρισίων τηλεγραφοῦσιν ὅτι αἱ διαπραγματεύσεις συνεχίζονται μετὰ ζήλου καὶ ὅτι ἡ κυβέρνησις ἀναμένει τὴν ἀπάντησιν τῶν συμμάχων ἐπὶ τῶν ζητημάτων τῆς Ἀνατολῆς. Ὁ ἀνταποκριτὴς προσθέτει ὅτι αἱ σχετικαὶ συζητήσεις θὰ διαρκέσουν ἐπὶ πολλὰς ἡμέρας καὶ ὅτι αἱ ἀποφάσεις θὰ ληφθοῦν μετὰ τὴν ἐπάνοδον τῶν ἀντιπροσώπων. (680, 688, 877, 847)
table-row (17, 381, 260, 393)
table-row (17, 1145, 260, 1156)
table-cell: 21.25 (167, 210, 195, 220)
table-cell: Ἑλβετίας (19, 176, 65, 188)
table-row (17, 607, 260, 619)
table-row (17, 266, 260, 277)
table-row (17, 370, 260, 381)
article-text: Ἀθῆναι, 26 (τηλ.). — Ἐκ Παρισίων τηλεγραφοῦσιν ὅτι αἱ διαπραγματεύσεις συνεχίζονται μετὰ ζήλου καὶ ὅτι ἡ κυβέρνησις ἀναμένει τὴν ἀπάντησιν τῶν συμμάχων ἐπὶ τῶν ζητημάτων τῆς Ἀνατολῆς. Ὁ ἀνταποκριτὴς προσθέτει ὅτι αἱ σχετικαὶ συζητήσεις θὰ διαρκέσουν ἐπὶ πολλὰς ἡμέρας καὶ ὅτι αἱ ἀποφάσεις θὰ ληφθοῦν μετὰ τὴν ἐπάνοδον τῶν ἀντιπροσώπων. (493, 1287, 680, 1446)
sigaretta-ad: ΣΙΓΑΡΕΤΤΑ “ΝΕΣΤΟΣ„ (886, 1928, 1090, 1955)
column-three (886, 92, 1090, 2401)
subheadline: ΑΙ ΧΘΕΣΙΝΑΙ ΣΥΣΚΕΨΕΙΣ (1099, 662, 1523, 694)
rail-subtitle: Γραμμὴ Ἀθηνῶν (Ἐξπρὲς) (79, 1097, 198, 1108)
table-cell: 24. (187, 392, 202, 402)
table-cell: 21.50 (230, 1111, 258, 1122)
table-row (17, 1155, 260, 1167)
article-text: ΑΘΗΝΑΙ 26 (τηλ.). — Οἱ ἐν Σμύρνῃ ἀνταποκριταὶ τηλεγραφοῦσιν ... (493, 919, 680, 959)
table-cell (148, 458, 204, 470)
article-text: Ἀθῆναι, 26 (τηλ.). — Ἐκ Παρισίων τηλεγραφοῦσιν ὅτι αἱ διαπραγματεύσεις συνεχίζονται μετὰ ζήλου καὶ ὅτι ἡ κυβέρνησις ἀναμένει τὴν ἀπάντησιν τῶν συμμάχων ἐπὶ τῶν ζητημάτων τῆς Ἀνατολῆς. Ὁ ἀνταποκριτὴς προσθέτει ὅτι αἱ σχετικαὶ συζητήσεις θὰ διαρκέσουν ἐπὶ πολλὰς ἡμέρας καὶ ὅτι αἱ ἀποφάσεις θὰ ληφθοῦν μετὰ τὴν ἐπάνοδον τῶν ἀντιπροσώπων. (886, 336, 1090, 481)
anatoli-subtitle: ΕΛΛΗΝΙΚΗ ΑΣΦΑΛΙΣΤΙΚΗ ΕΤΑΙΡΕΙΑ (145, 1877, 496, 1896)
table-cell: 14.95 (230, 276, 258, 287)
table-cell: Ἰσπανίας (19, 188, 65, 198)
notice-subtitle: “Ἄλτ„ (121, 660, 156, 675)
rail-subtitle: Γραμμὴ Σκοπίων (99, 1182, 178, 1193)
article-text: Ἀθῆναι, 26 (τηλ.). — Ἐκ Παρισίων τηλεγραφοῦσιν ὅτι αἱ διαπραγματεύσεις συνεχίζονται μετὰ ζήλου καὶ ὅτι ἡ κυβέρνησις ἀναμένει τὴν ἀπάντησιν τῶν συμμάχων ἐπὶ τῶν ζητημάτων τῆς Ἀνατολῆς. Ὁ ἀνταποκριτὴς προσθέτει ὅτι αἱ σχετικαὶ συζητήσεις θὰ διαρκέσουν ἐπὶ πολλὰς ἡμέρας καὶ ὅτι αἱ ἀποφάσεις θὰ ληφθοῦν μετὰ τὴν ἐπάνοδον τῶν ἀντιπροσώπων. (271, 582, 467, 741)
declaration-sign: ΕΚ ΤΗΣ ΔΙΑΧΕΙΡΙΣΕΩΣ (379, 1050, 483, 1062)
table-row (17, 426, 260, 437)
table-cell: Δ. Τουρκίας (19, 276, 78, 287)
table-cell: 28.— (233, 370, 258, 380)
article-text: Ἀθῆναι, 26 (τηλ.). — Ἐκ Παρισίων τηλεγραφοῦσιν ὅτι αἱ διαπραγματεύσεις συνεχίζονται μετὰ ζήλου καὶ ὅτι ἡ κυβέρνησις ἀναμένει τὴν ἀπάντησιν τῶν συμμάχων ἐπὶ τῶν ζητημάτων τῆς Ἀνατολῆς. Ὁ ἀνταποκριτὴς προσθέτει ὅτι αἱ σχετικαὶ συζητήσεις θὰ διαρκέσουν ἐπὶ πολλὰς ἡμέρας καὶ ὅτι αἱ ἀποφάσεις θὰ ληφθοῦν μετὰ τὴν ἐπάνοδον τῶν ἀντιπροσώπων. (1099, 1962, 1307, 2107)
article-text: Ἀθῆναι, 26 (τηλ.). — Ἐκ Παρισίων τηλεγραφοῦσιν ὅτι αἱ διαπραγματεύσεις συνεχίζονται μετὰ ζήλου καὶ ὅτι ἡ κυβέρνησις ἀναμένει τὴν ἀπάντησιν τῶν συμμάχων ἐπὶ τῶν ζητημάτων τῆς Ἀνατολῆς. Ὁ ἀνταποκριτὴς προσθέτει ὅτι αἱ σχετικαὶ συζητήσεις θὰ διαρκέσουν ἐπὶ πολλὰς ἡμέρας καὶ ὅτι αἱ ἀποφάσεις θὰ ληφθοῦν μετὰ τὴν ἐπάνοδον τῶν ἀντιπροσώπων. (475, 688, 672, 847)
subheadline: ΕΙΣ ΤΟ ΕΞΩΤΕΡΙΚΟΝ (930, 505, 1045, 520)
table-row (17, 199, 260, 211)
table-cell (148, 426, 204, 437)
table-cell: 111.— (171, 532, 203, 544)
table-cell: 5.00 (236, 1122, 258, 1133)
article-text: Ἀθῆναι, 26 (τηλ.). — Ἐκ Παρισίων τηλεγραφοῦσιν ὅτι αἱ διαπραγματεύσεις συνεχίζονται μετὰ ζήλου καὶ ὅτι ἡ κυβέρνησις ἀναμένει τὴν ἀπάντησιν τῶν συμμάχων ἐπὶ τῶν ζητημάτων τῆς Ἀνατολῆς. Ὁ ἀνταποκριτὴς προσθέτει ὅτι αἱ σχετικαὶ συζητήσεις θὰ διαρκέσουν ἐπὶ πολλὰς ἡμέρας καὶ ὅτι αἱ ἀποφάσεις θὰ ληφθοῦν μετὰ τὴν ἐπάνοδον τῶν ἀντιπροσώπων. (1315, 847, 1523, 993)
table-cell: Αὐστρίας (19, 220, 65, 232)
table-cell: Γαλλ. 100 φραγ. (19, 510, 100, 522)
table-cell: 18.— (233, 577, 258, 588)
notice-title: Κυρίαι καὶ δεσποινίδες (81, 646, 196, 658)
table-cell: Ἑλβ. 100 φραγ. (19, 532, 94, 544)
table-cell: 323.— (226, 188, 258, 198)
article-text: Ἀθῆναι, 26 (τηλ.). — Ἐκ Παρισίων τηλεγραφοῦσιν ὅτι αἱ διαπραγματεύσεις συνεχίζονται μετὰ ζήλου καὶ ὅτι ἡ κυβέρνησις ἀναμένει τὴν ἀπάντησιν τῶν συμμάχων ἐπὶ τῶν ζητημάτων τῆς Ἀνατολῆς. Ὁ ἀνταποκριτὴς προσθέτει ὅτι αἱ σχετικαὶ συζητήσεις θὰ διαρκέσουν ἐπὶ πολλὰς ἡμέρας καὶ ὅτι αἱ ἀποφάσεις θὰ ληφθοῦν μετὰ τὴν ἐπάνοδον τῶν ἀντιπροσώπων. (886, 130, 1090, 276)
table-cell: 201.— (171, 510, 203, 522)
article-text: Ἀθῆναι, 26 (τηλ.). — Ἐκ Παρισίων τηλεγραφοῦσιν ὅτι αἱ διαπραγματεύσεις συνεχίζονται μετὰ ζήλου καὶ ὅτι ἡ κυβέρνησις ἀναμένει τὴν ἀπάντησιν τῶν συμμάχων ἐπὶ τῶν ζητημάτων τῆς Ἀνατολῆς. Ὁ ἀνταποκριτὴς προσθέτει ὅτι αἱ σχετικαὶ συζητήσεις θὰ διαρκέσουν ἐπὶ πολλὰς ἡμέρας καὶ ὅτι αἱ ἀποφάσεις θὰ ληφθοῦν μετὰ τὴν ἐπάνοδον τῶν ἀντιπροσώπων. (271, 901, 483, 1046)
subheadline: ΔΙΑ ΤΟ ΖΗΤΗΜΑ ΤΗΣ ΑΛΒΑΝΙΑΣ; (1173, 1390, 1449, 1409)
table-row (17, 510, 260, 522)
table-cell: 28.50 (175, 499, 203, 510)
table-cell (204, 414, 260, 426)
market-title: ΤΙΜΑΙ ΑΓΟΡΑΣ (88, 309, 190, 326)
article-text: Ἀθῆναι, 26 (τηλ.). — Ἐκ Παρισίων τηλεγραφοῦσιν ὅτι αἱ διαπραγματεύσεις συνεχίζονται μετὰ ζήλου καὶ ὅτι ἡ κυβέρνησις ἀναμένει τὴν ἀπάντησιν τῶν συμμάχων ἐπὶ τῶν ζητημάτων τῆς Ἀνατολῆς. Ὁ ἀνταποκριτὴς προσθέτει ὅτι αἱ σχετικαὶ συζητήσεις θὰ διαρκέσουν ἐπὶ πολλὰς ἡμέρας καὶ ὅτι αἱ ἀποφάσεις θὰ ληφθοῦν μετὰ τὴν ἐπάνοδον τῶν ἀντιπροσώπων. (886, 1956, 1090, 2102)
echoes-subtitle: Ἀφιξεις (121, 817, 156, 829)
article-text: Ἀθῆναι, 26 (τηλ.). — Ἐκ Παρισίων τηλεγραφοῦσιν ὅτι αἱ διαπραγματεύσεις συνεχίζονται μετὰ ζήλου καὶ ὅτι ἡ κυβέρνησις ἀναμένει τὴν ἀπάντησιν τῶν συμμάχων ἐπὶ τῶν ζητημάτων τῆς Ἀνατολῆς. Ὁ ἀνταποκριτὴς προσθέτει ὅτι αἱ σχετικαὶ συζητήσεις θὰ διαρκέσουν ἐπὶ πολλὰς ἡμέρας καὶ ὅτι αἱ ἀποφάσεις θὰ ληφθοῦν μετὰ τὴν ἐπάνοδον τῶν ἀντιπροσώπων. (1099, 847, 1307, 993)
headline: ΤΟΥ ΑΦ ΙΟΝ ΚΑΡΑ ΧΙΣΣΑΡ (537, 888, 832, 915)
table-cell: 130.— (170, 607, 202, 618)
echoes-title: Ἦχοι Τῆς Πόλεως (17, 790, 260, 816)
table-cell: 5.65 (172, 265, 195, 276)
table-cell: » Τουρκίας (19, 618, 74, 629)
koen-tagline: τόσον κομψὰ τόσον στερεά (290, 1406, 465, 1421)
subheadline: ΘΑ ΕΠΑΝΑΦΕΡΘΟΥΝ (933, 321, 1042, 333)
article-text: Ἀθῆναι, 26 (τηλ.). — Ἐκ Παρισίων τηλεγραφοῦσιν ὅτι αἱ διαπραγματεύσεις συνεχίζονται μετὰ ζήλου καὶ ὅτι ἡ κυβέρνησις ἀναμένει τὴν ἀπάντησιν τῶν συμμάχων ἐπὶ τῶν ζητημάτων τῆς Ἀνατολῆς. Ὁ ἀνταποκριτὴς προσθέτει ὅτι αἱ σχετικαὶ συζητήσεις θὰ διαρκέσουν ἐπὶ πολλὰς ἡμέρας καὶ ὅτι αἱ ἀποφάσεις θὰ ληφθοῦν μετὰ τὴν ἐπάνοδον τῶν ἀντιπροσώπων. (1099, 1057, 1307, 1202)
article-text: Ἀθῆναι, 26 (τηλ.). — Ἐκ Παρισίων τηλεγραφοῦσιν ὅτι αἱ διαπραγματεύσεις συνεχίζονται μετὰ ζήλου καὶ ὅτι ἡ κυβέρνησις ἀναμένει τὴν ἀπάντησιν τῶν συμμάχων ἐπὶ τῶν ζητημάτων τῆς Ἀνατολῆς. Ὁ ἀνταποκριτὴς προσθέτει ὅτι αἱ σχετικαὶ συζητήσεις θὰ διαρκέσουν ἐπὶ πολλὰς ἡμέρας καὶ ὅτι αἱ ἀποφάσεις θὰ ληφθοῦν μετὰ τὴν ἐπάνοδον τῶν ἀντιπροσώπων. (271, 1220, 483, 1334)
table-cell: 205.— (170, 380, 202, 392)
table-cell: Θεσ)νίκη (19, 1111, 64, 1122)
table-cell: ἄφιξις (173, 1155, 205, 1166)
headline: Ο κ. ΤΣΑΛΔΑΡΗΣ (928, 1502, 1047, 1519)
table-cell: ἀναχώρησις (144, 1144, 205, 1155)
column-rule (265, 92, 266, 2121)
table-cell: 177.25 (224, 143, 258, 154)
article-text: Ἀθῆναι, 26 (τηλ.). — Ἐκ Παρισίων τηλεγραφοῦσιν ὅτι αἱ διαπραγματεύσεις συνεχίζονται μετὰ ζήλου καὶ ὅτι ἡ κυβέρνησις ἀναμένει τὴν ἀπάντησιν τῶν συμμάχων ἐπὶ τῶν ζητημάτων τῆς Ἀνατολῆς. Ὁ ἀνταποκριτὴς προσθέτει ὅτι αἱ σχετικαὶ συζητήσεις θὰ διαρκέσουν ἐπὶ πολλὰς ἡμέρας καὶ ὅτι αἱ ἀποφάσεις θὰ ληφθοῦν μετὰ τὴν ἐπάνοδον τῶν ἀντιπροσώπων. (886, 2105, 1090, 2252)
exchange-table (17, 143, 260, 288)
table-cell: Βουλ. 100 λέβα (19, 436, 95, 447)
table-cell: Ρουμανίας (19, 210, 72, 220)
anatoli-address: Θεσσαλονίκη Πλατεῖα Ἐλευθερίας ἀριθ. τηλεφώνου γραφείου 110, ἀριθ. τηλεφώνου οἰκίας 170 (38, 2017, 603, 2031)
gold-table (17, 607, 260, 641)
table-cell: 5.75 (236, 265, 258, 276)
table-cell: Βουλ. 100 λέβα (19, 555, 95, 566)
table-cell: 20.50 (175, 555, 203, 566)
article-text: Ἀθῆναι, 26 (τηλ.). — Ἐκ Παρισίων τηλεγραφοῦσιν ὅτι αἱ διαπραγματεύσεις συνεχίζονται μετὰ ζήλου καὶ ὅτι ἡ κυβέρνησις ἀναμένει τὴν ἀπάντησιν τῶν συμμάχων ἐπὶ τῶν ζητημάτων τῆς Ἀνατολῆς. Ὁ ἀνταποκριτὴς προσθέτει ὅτι αἱ σχετικαὶ συζητήσεις θὰ διαρκέσουν ἐπὶ πολλὰς ἡμέρας καὶ ὅτι αἱ ἀποφάσεις θὰ ληφθοῦν μετὰ τὴν ἐπάνοδον τῶν ἀντιπροσώπων. (886, 536, 1090, 682)
subheadline: ΘΑ ΕΥΡΙΣΚΕΤΑΙ ΕΙΣ ΛΟΝΔΙΝΟΝ (915, 1338, 1060, 1350)
subheadline: ΥΠΟΓΡΑΦΗ ΓΑΛΛΟΓΕΡΜΑΝΙΚΗΣ ΣΥΜΦΩΝΙΑΣ ΔΙΑ ΓΑΙΑΝΘΡΑΚΑΣ ΚΑΙ ΤΡΟΧ. ΥΛΙΚΟΝ (358, 508, 789, 521)
table-cell: 14.48 (167, 276, 195, 287)
athinaiki-ad: ΑΘΗΝΑΪΚΗ ΑΝΩΝΥΜΟΣ ΕΛΛ. ΕΤΑΙΡΙΑ ΓΕΝΙΚΩΝ ΑΣΦΑΛΕΙΩΝ Κεφάλαιον καὶ Ἀποθεματικὸν Δρ. 3.800.000 ΠΡΑΚΤΟΡΕΣ (493, 1575, 876, 1668)
article-text: Ἀθῆναι, 26 (τηλ.). — Ἐκ Παρισίων τηλεγραφοῦσιν ὅτι αἱ διαπραγματεύσεις συνεχίζονται μετὰ ζήλου καὶ ὅτι ἡ κυβέρνησις ἀναμένει τὴν ἀπάντησιν τῶν συμμάχων ἐπὶ τῶν ζητημάτων τῆς Ἀνατολῆς. Ὁ ἀνταποκριτὴς προσθέτει ὅτι αἱ σχετικαὶ συζητήσεις θὰ διαρκέσουν ἐπὶ πολλὰς ἡμέρας καὶ ὅτι αἱ ἀποφάσεις θὰ ληφθοῦν μετὰ τὴν ἐπάνοδον τῶν ἀντιπροσώπων. (680, 526, 877, 684)
table-cell: Παρισίων (19, 143, 68, 154)
table-row (17, 143, 260, 155)
headline: ΚΑΚΟΗΘΕΙΑΙ ΙΤΑΛΙΚΗΣ ΕΦΗΜΕΡΙΔΟΣ (271, 441, 876, 478)
table-cell: 24.14 (167, 166, 195, 176)
table-cell (204, 448, 260, 459)
table-cell: Θεσ)νίκη (19, 1144, 64, 1155)
table-cell: Σουηδίας (19, 243, 65, 254)
exchange-title: ΣΥΝΑΛΛΑΓΜΑ (91, 94, 186, 110)
masthead-title: ΝΥΚΤΕΡΙΝΑΙ ΕΙΔΗΣΕΙΣ ΚΑΙ ΤΗΛΕΓΡΑΦΗΜΑΤΑ “ΜΑΚΕΔΟΝΙΑΣ„ (158, 18, 1382, 72)
table-cell: Ἰτ. 100 λιρ. (19, 392, 76, 402)
tzamli-title: ΤΖΑΜΛΗ ΧΑΝ (307, 1378, 448, 1403)
table-cell: 172.25 (161, 254, 195, 265)
table-cell: 24.34 (230, 166, 258, 176)
headline: Η ΔΗΘΕΝ ΚΑΤΑΔΥΝΑΣΤΕΥΣΙΣ ΤΩΝ ΙΤΑΛΩΝ ΕΝ ΣΜΥΡΝΗ (276, 480, 871, 505)
table-cell: Λίρ. Ἀγγλίας (19, 358, 83, 370)
article-text: Ἀθῆναι, 26 (τηλ.). — Ἐκ Παρισίων τηλεγραφοῦσιν ὅτι αἱ διαπραγματεύσεις συνεχίζονται μετὰ ζήλου καὶ ὅτι ἡ κυβέρνησις ἀναμένει τὴν ἀπάντησιν τῶν συμμάχων ἐπὶ τῶν ζητημάτων τῆς Ἀνατολῆς. Ὁ ἀνταποκριτὴς προσθέτει ὅτι αἱ σχετικαὶ συζητήσεις θὰ διαρκέσουν ἐπὶ πολλὰς ἡμέρας καὶ ὅτι αἱ ἀποφάσεις θὰ ληφθοῦν μετὰ τὴν ἐπάνοδον τῶν ἀντιπροσώπων. (271, 342, 569, 435)
table-cell: Ἐλβ. 100 φρ. (19, 402, 83, 414)
deligiannis-ad: ΓΕΩΡΓ. ΔΕΛΗΓΙΑΝΝΗΣ (493, 1489, 680, 1516)
headline: ΟΙ ΤΡΑΥΜΑΤΙΑΙ (938, 94, 1037, 110)
article-text: Ἀθῆναι, 26 (τηλ.). — Ἐκ Παρισίων τηλεγραφοῦσιν ὅτι αἱ διαπραγματεύσεις συνεχίζονται μετὰ ζήλου καὶ ὅτι ἡ κυβέρνησις ἀναμένει τὴν ἀπάντησιν τῶν συμμάχων ἐπὶ τῶν ζητημάτων τῆς Ἀνατολῆς. Ὁ ἀνταποκριτὴς προσθέτει ὅτι αἱ σχετικαὶ συζητήσεις θὰ διαρκέσουν ἐπὶ πολλὰς ἡμέρας καὶ ὅτι αἱ ἀποφάσεις θὰ ληφθοῦν μετὰ τὴν ἐπάνοδον τῶν ἀντιπροσώπων. (1099, 698, 1307, 843)
article-text: Ἀθῆναι, 26 (τηλ.). — Ἐκ Παρισίων τηλεγραφοῦσιν ὅτι αἱ διαπραγματεύσεις συνεχίζονται μετὰ ζήλου καὶ ὅτι ἡ κυβέρνησις ἀναμένει τὴν ἀπάντησιν τῶν συμμάχων ἐπὶ τῶν ζητημάτων τῆς Ἀνατολῆς. Ὁ ἀνταποκριτὴς προσθέτει ὅτι αἱ σχετικαὶ συζητήσεις θὰ διαρκέσουν ἐπὶ πολλὰς ἡμέρας καὶ ὅτι αἱ ἀποφάσεις θὰ ληφθοῦν μετὰ τὴν ἐπάνοδον τῶν ἀντιπροσώπων. (688, 919, 876, 1078)
emblem-icon: ☉ (21, 12, 77, 67)
table-cell: Ἀμ. Δολλάρ. (19, 370, 79, 380)
headline: ΕΠΙΤΡΟΠΗ ΤΗΣ ΠΥΛΗΣ ΕΙΣ ΑΓΚΥΡΑΝ (271, 94, 876, 134)
table-cell: 25.60 (230, 521, 258, 532)
table-cell: ἄφιξις (173, 1122, 205, 1133)
headline: ΚΑΙ ΟΙ ΑΠΟ ΑΙΩΝΩΝ (926, 280, 1049, 295)
emblem-icon: ☉ (1463, 12, 1519, 67)
table-row (17, 403, 260, 415)
article-text: Ἀθῆναι, 26 (τηλ.). — Ἐκ Παρισίων τηλεγραφοῦσιν ὅτι αἱ διαπραγματεύσεις συνεχίζονται μετὰ ζήλου καὶ ὅτι ἡ κυβέρνησις ἀναμένει τὴν ἀπάντησιν τῶν συμμάχων ἐπὶ τῶν ζητημάτων τῆς Ἀνατολῆς. Ὁ ἀνταποκριτὴς προσθέτει ὅτι αἱ σχετικαὶ συζητήσεις θὰ διαρκέσουν ἐπὶ πολλὰς ἡμέρας καὶ ὅτι αἱ ἀποφάσεις θὰ ληφθοῦν μετὰ τὴν ἐπάνοδον τῶν ἀντιπροσώπων. (1099, 561, 1523, 628)
subheadline: ΝΑ ΕΚΚΕΝΩΣΩΜΕΝ ΤΗΝ ΜΙΚΡΑΝ ΑΣΙΑΝ (1151, 1602, 1471, 1621)
table-cell: Ρουμ. 100 λεϊ (19, 543, 87, 555)
table-cell: 210.— (226, 380, 258, 392)
table-cell: Τουρ. Λ. Ταλαίρ (19, 577, 97, 588)
table-cell: 111. (180, 402, 202, 414)
lipasmata-ad: ΖΗΤΗΣΑΤΕ ΜΑΝΩΛΗ ΠΑΠΑΜΙΧΑΗΛ ΧΗΜΙΚΑ ΛΙΠΑΣΜΑΤΑ (493, 1672, 876, 1752)
column-main (271, 92, 876, 2121)
market-subtitle-2: ΣΥΝΑΛΛΑΓΜΑ (105, 345, 172, 355)
table-row (17, 566, 260, 578)
exchange-subtitle: ΣΥΝΔΙΚΑΤΟΥ ΤΡΑΠΕΖΩΝ (74, 113, 203, 125)
